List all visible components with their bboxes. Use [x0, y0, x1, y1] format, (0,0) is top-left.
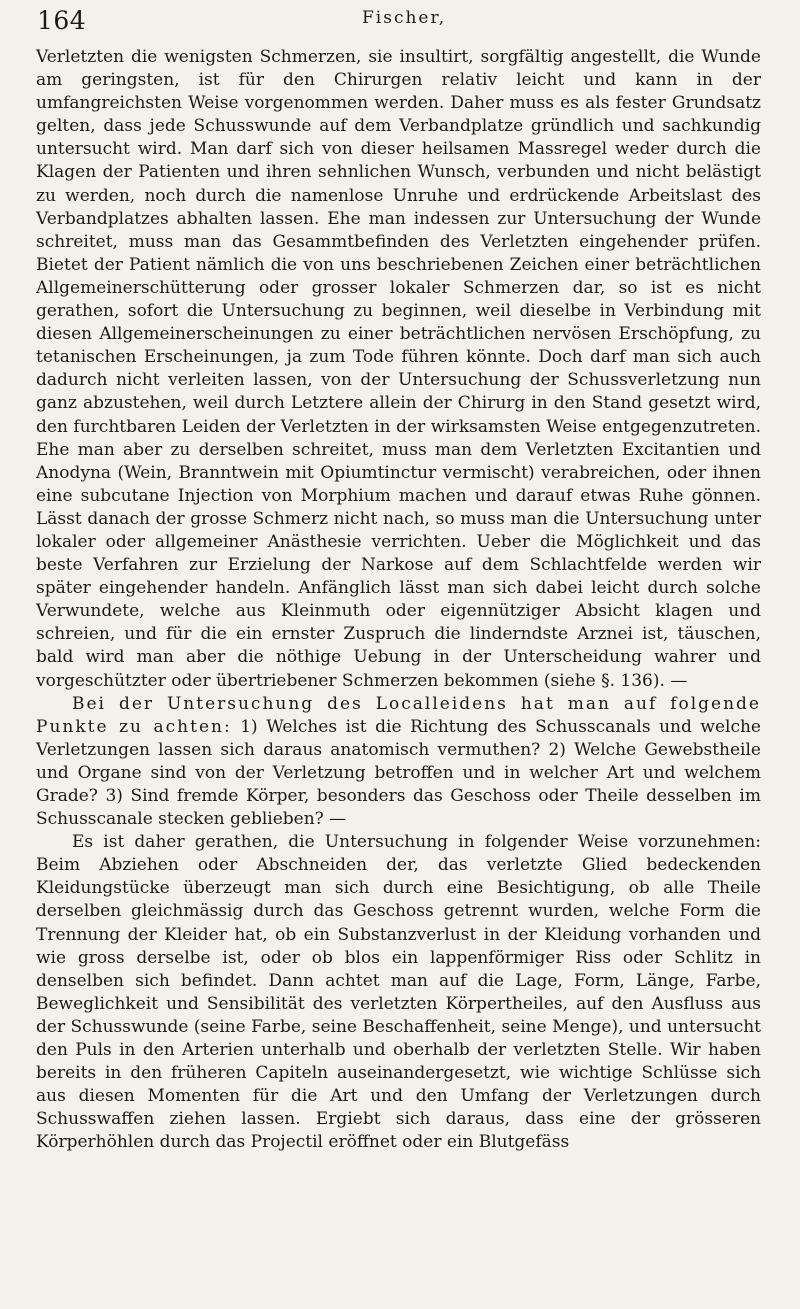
- paragraph-1: Verletzten die wenigsten Schmerzen, sie insultirt, sorgfältig angestellt, die Wunde am geringsten, ist für den Chirurgen relativ leicht und kann in der umfangreichsten Weise vorgenommen werden. Daher muss es als fester Grundsatz gelten, dass jede Schusswunde auf dem Verbandplatze gründlich und sachkundig untersucht wird. Man darf sich von dieser heilsamen Massregel weder durch die Klagen der Patienten und ihren sehnlichen Wunsch, verbunden und nicht belästigt zu werden, noch durch die namenlose Unruhe und erdrückende Arbeitslast des Verbandplatzes abhalten lassen. Ehe man indessen zur Untersuchung der Wunde schreitet, muss man das Gesammtbefinden des Verletzten eingehender prüfen. Bietet der Patient nämlich die von uns beschriebenen Zeichen einer beträchtlichen Allgemeinerschütterung oder grosser lokaler Schmerzen dar, so ist es nicht gerathen, sofort die Untersuchung zu beginnen, weil dieselbe in Verbindung mit diesen Allgemeinerscheinungen zu einer beträchtlichen nervösen Erschöpfung, zu tetanischen Erscheinungen, ja zum Tode führen könnte. Doch darf man sich auch dadurch nicht verleiten lassen, von der Untersuchung der Schussverletzung nun ganz abzustehen, weil durch Letztere allein der Chirurg in den Stand gesetzt wird, den furchtbaren Leiden der Verletzten in der wirksamsten Weise entgegenzutreten. Ehe man aber zu derselben schreitet, muss man dem Verletzten Excitantien und Anodyna (Wein, Branntwein mit Opiumtinctur vermischt) verabreichen, oder ihnen eine subcutane Injection von Morphium machen und darauf etwas Ruhe gönnen. Lässt danach der grosse Schmerz nicht nach, so muss man die Untersuchung unter lokaler oder allgemeiner Anästhesie verrichten. Ueber die Möglichkeit und das beste Verfahren zur Erzielung der Narkose auf dem Schlachtfelde werden wir später eingehender handeln. Anfänglich lässt man sich dabei leicht durch solche Verwundete, welche aus Kleinmuth oder eigennütziger Absicht klagen und schreien, und für die ein ernster Zuspruch die linderndste Arznei ist, täuschen, bald wird man aber die nöthige Uebung in der Unterscheidung wahrer und vorgeschützter oder übertriebener Schmerzen bekommen (siehe §. 136). —: [36, 47, 761, 691]
- paragraph-2-text: 1) Welches ist die Richtung des Schusscanals und welche Verletzungen lassen sich daraus anatomisch vermuthen? 2) Welche Gewebstheile und Organe sind von der Verletzung betroffen und in welcher Art und welchem Grade? 3) Sind fremde Körper, besonders das Geschoss oder Theile desselben im Schusscanale stecken geblieben? —: [36, 716, 761, 830]
- paragraph-3: Es ist daher gerathen, die Untersuchung in folgender Weise vorzunehmen: Beim Abziehen oder Abschneiden der, das verletzte Glied bedeckenden Kleidungstücke überzeugt man sich durch eine Besichtigung, ob alle Theile derselben gleichmässig durch das Geschoss getrennt wurden, welche Form die Trennung der Kleider hat, ob ein Substanzverlust in der Kleidung vorhanden und wie gross derselbe ist, oder ob blos ein lappenförmiger Riss oder Schlitz in denselben sich befindet. Dann achtet man auf die Lage, Form, Länge, Farbe, Beweglichkeit und Sensibilität des verletzten Körpertheiles, auf den Ausfluss aus der Schusswunde (seine Farbe, seine Beschaffenheit, seine Menge), und untersucht den Puls in den Arterien unterhalb und oberhalb der verletzten Stelle. Wir haben bereits in den früheren Capiteln auseinandergesetzt, wie wichtige Schlüsse sich aus diesen Momenten für die Art und den Umfang der Verletzungen durch Schusswaffen ziehen lassen. Ergiebt sich daraus, dass eine der grösseren Körperhöhlen durch das Projectil eröffnet oder ein Blutgefäss: [36, 832, 761, 1153]
- paragraph-2-spaced-lead: Bei der Untersuchung des Localleidens hat man auf folgende Punkte zu achten:: [36, 693, 761, 737]
- running-head: Fischer,: [362, 8, 447, 28]
- page-header: [37, 6, 757, 42]
- paragraph-2: [36, 693, 761, 832]
- body-text: [36, 46, 761, 1155]
- page-number: 164: [37, 6, 87, 35]
